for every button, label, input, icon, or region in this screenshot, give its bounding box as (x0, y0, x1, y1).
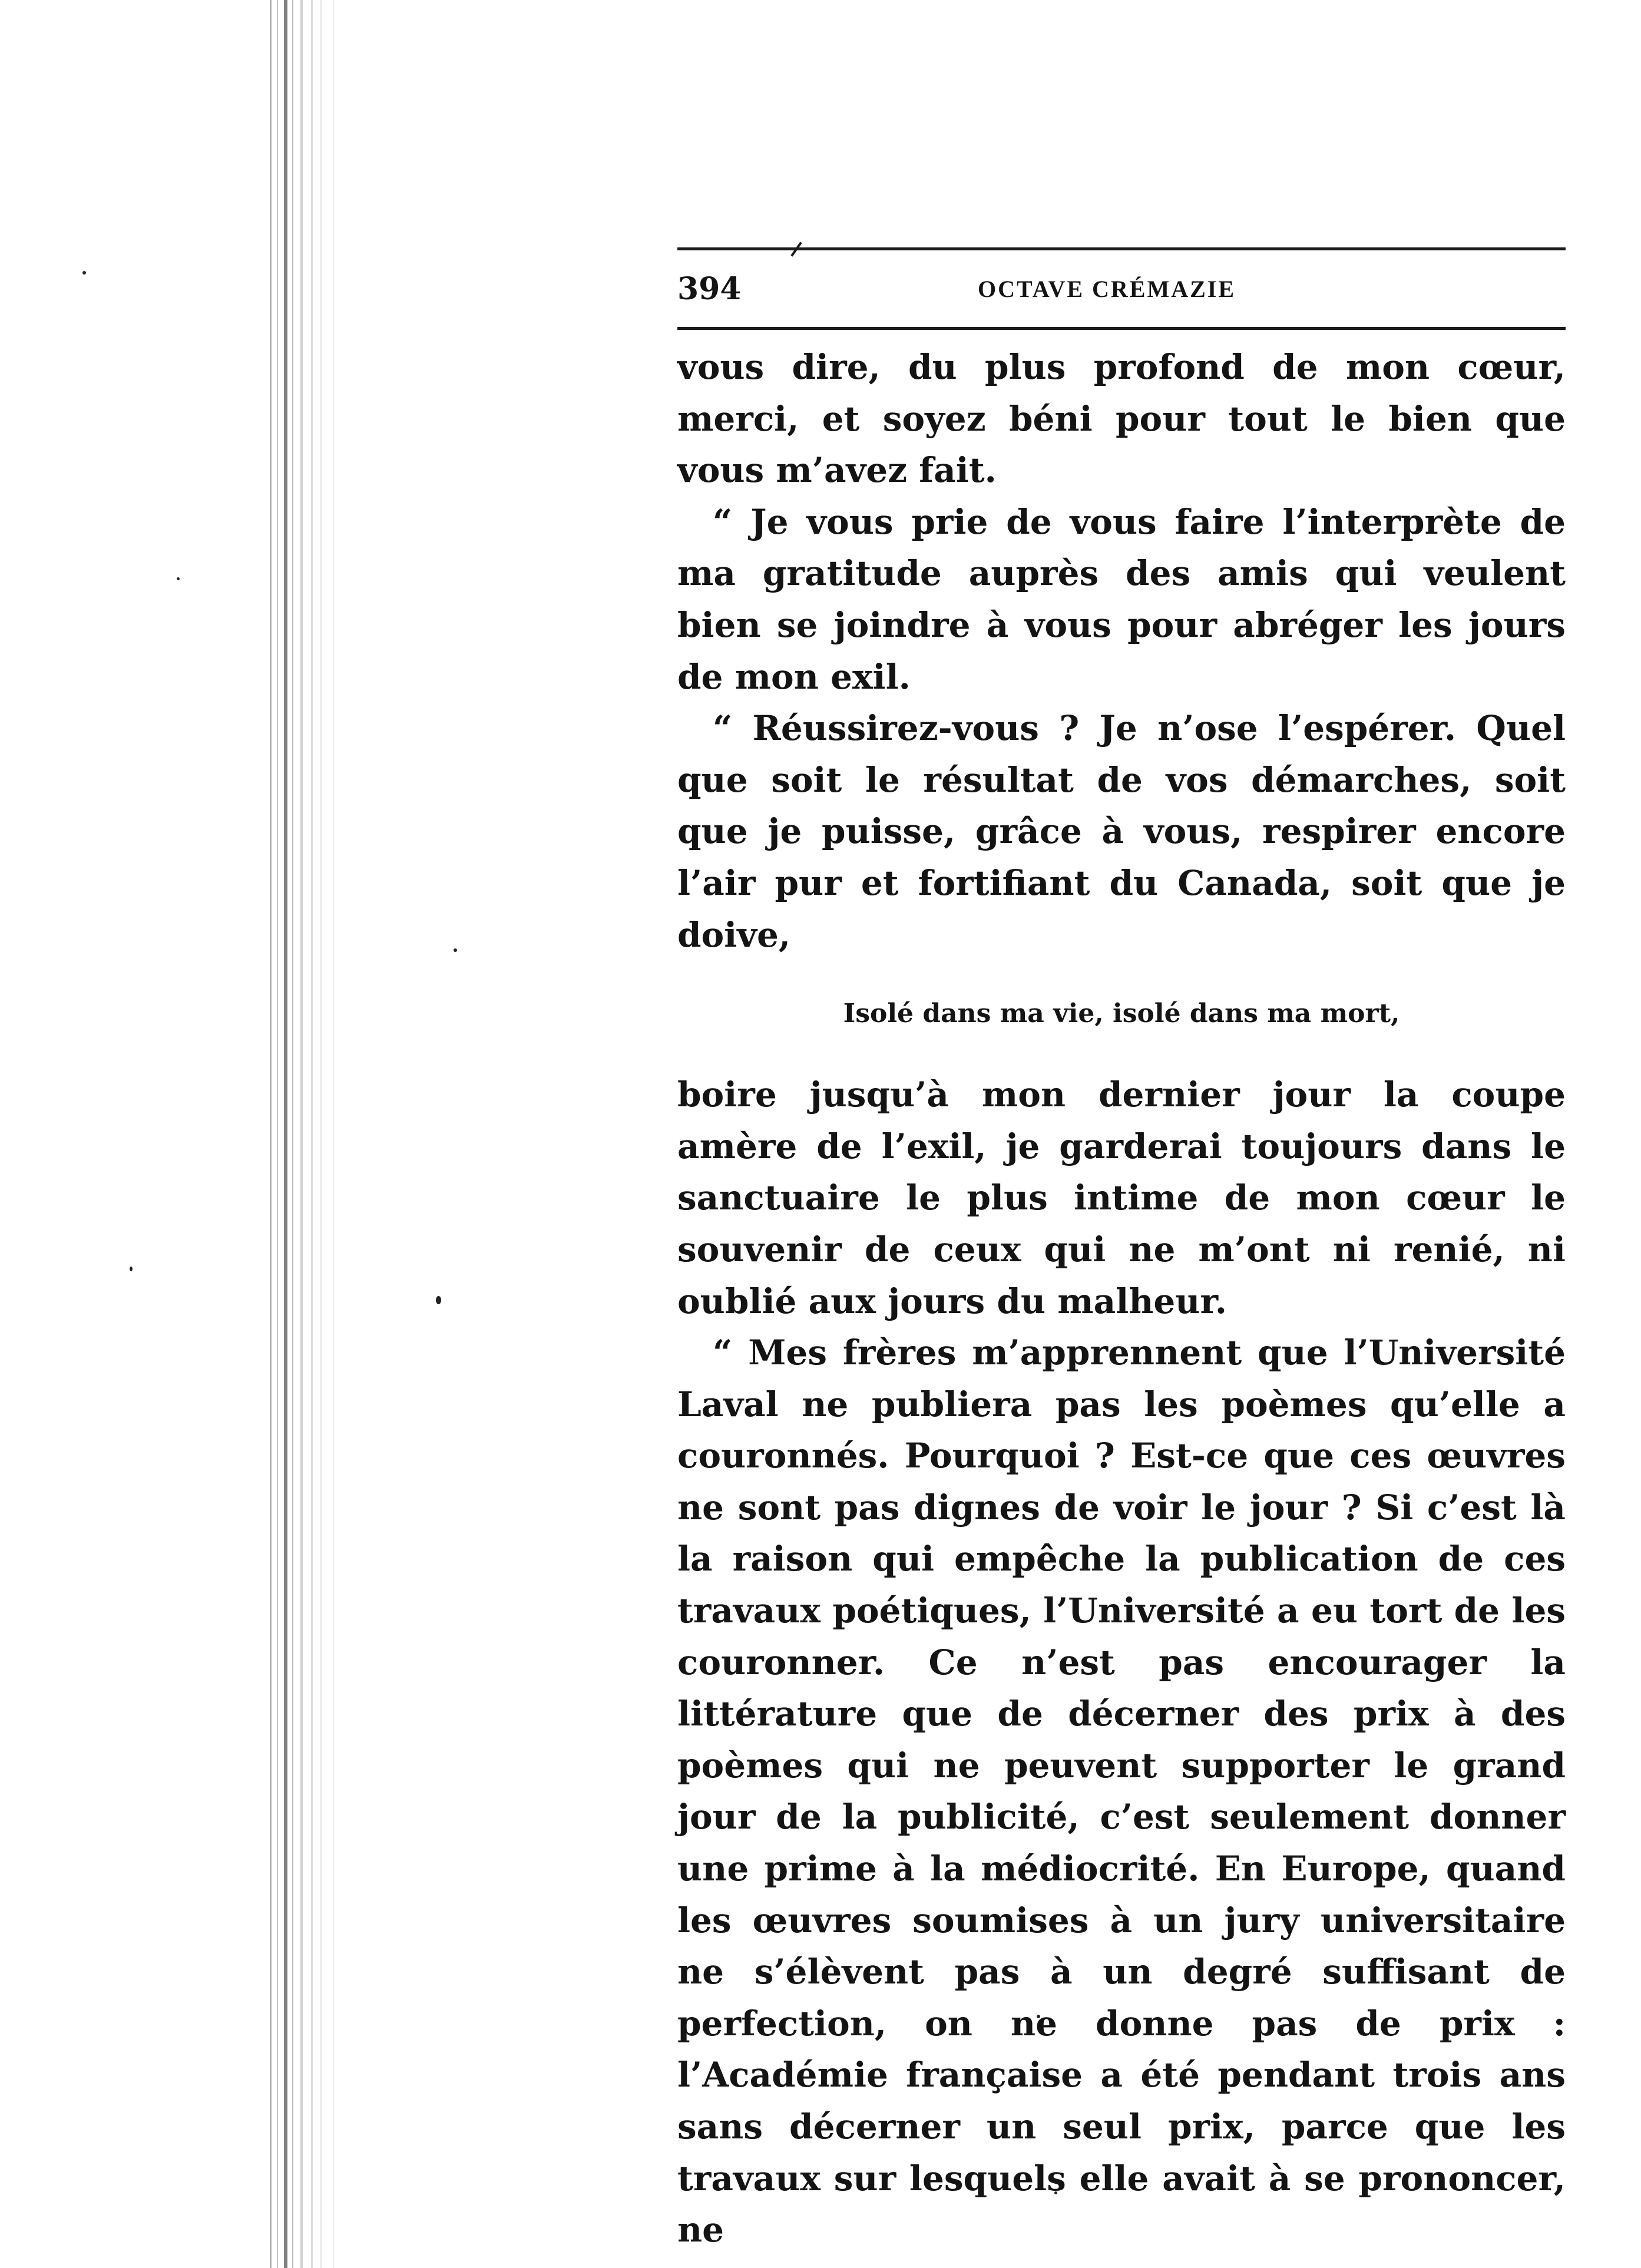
paragraph-1: vous dire, du plus profond de mon cœur, merci, et soyez béni pour tout le bien que vous m’avez fait. (677, 347, 1566, 491)
scan-speck (82, 271, 86, 275)
page-number: 394 (677, 270, 742, 307)
running-head-title: OCTAVE CRÉMAZIE (978, 275, 1236, 302)
paragraph-5: “ Mes frères m’apprennent que l’Université Laval ne publiera pas les poèmes qu’elle a couronnés. Pourquoi ? Est-ce que ces œuvres ne sont pas dignes de voir le jour ? Si c’est là la raison qui empêche la publication de ces travaux poétiques, l’Université a eu tort de les couronner. Ce n’est pas encourager la littérature que de décerner des prix à des poèmes qui ne peuvent supporter le grand jour de la publicité, c’est seulement donner une prime à la médiocrité. En Europe, quand les œuvres soumises à un jury universitaire ne s’élèvent pas à un degré suffisant de perfection, on ne donne pas de prix : l’Académie française a été pendant trois ans sans décerner un seul prix, parce que les travaux sur lesquels elle avait à se prononcer, ne (677, 1333, 1566, 2250)
header-rule-bottom (677, 327, 1566, 330)
scan-speck (436, 1296, 441, 1304)
header-rule-top (677, 247, 1566, 250)
scan-speck (454, 948, 457, 952)
running-header (677, 268, 1566, 309)
scan-speck (130, 1267, 133, 1271)
verse-quotation: Isolé dans ma vie, isolé dans ma mort, (843, 999, 1400, 1029)
book-page (677, 247, 1566, 2256)
scan-speck (177, 577, 180, 580)
paragraph-3: “ Réussirez-vous ? Je n’ose l’espérer. Quel que soit le résultat de vos démarches, soit que je puisse, grâce à vous, respirer encore l’air pur et fortifiant du Canada, soit que je doive, (677, 708, 1566, 955)
paragraph-4: boire jusqu’à mon dernier jour la coupe amère de l’exil, je garderai toujours dans le sanctuaire le plus intime de mon cœur le souvenir de ceux qui ne m’ont ni renié, ni oublié aux jours du malheur. (677, 1075, 1566, 1321)
paragraph-2: “ Je vous prie de vous faire l’interprète de ma gratitude auprès des amis qui veulent bien se joindre à vous pour abréger les jours de mon exil. (677, 501, 1566, 697)
body-text (677, 342, 1566, 2256)
binding-gutter-noise (259, 0, 359, 2268)
